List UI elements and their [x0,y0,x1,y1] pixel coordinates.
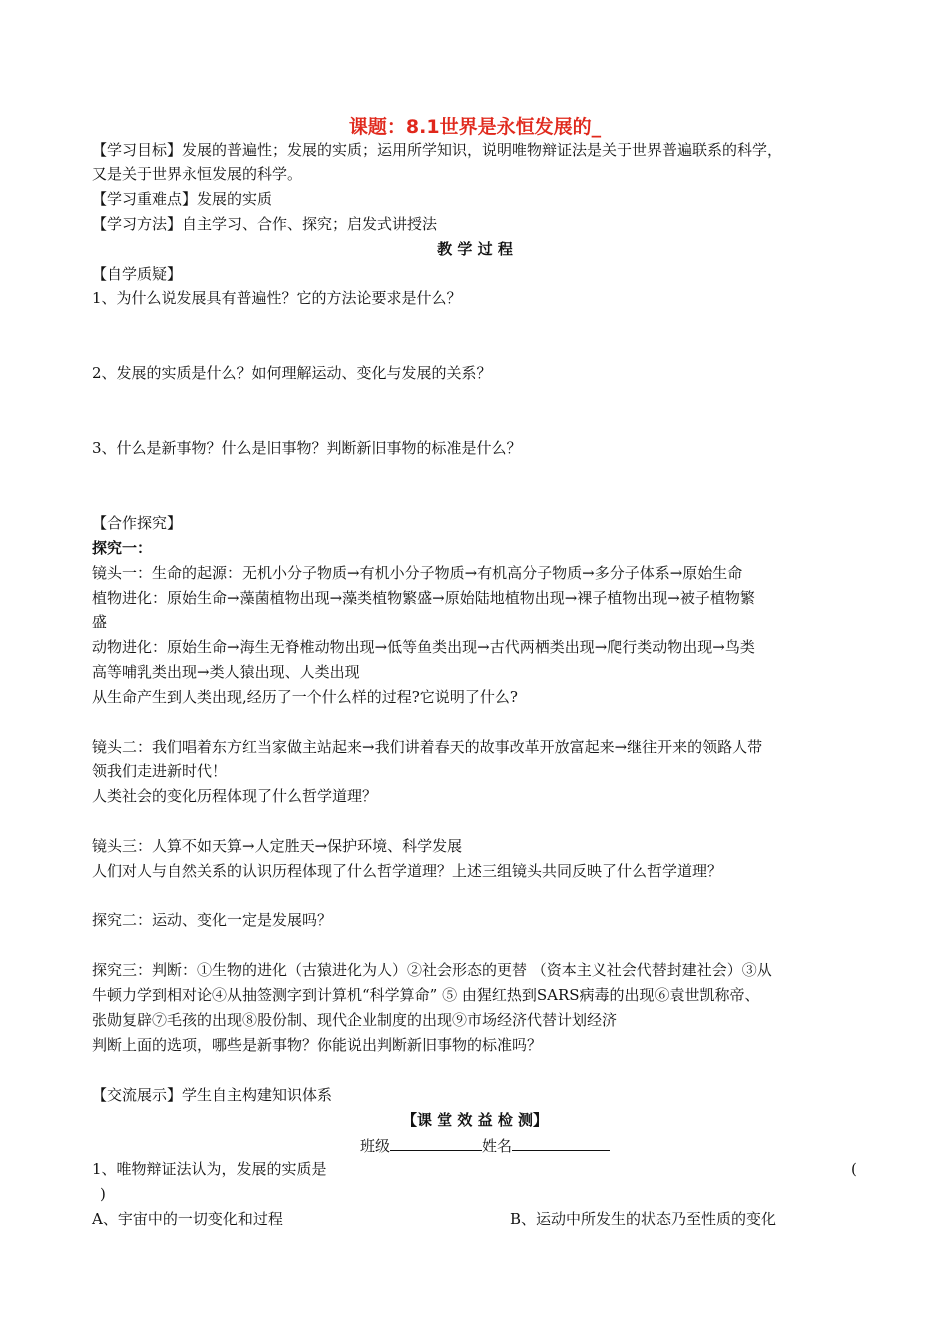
self-study-question-1: 1、为什么说发展具有普遍性？它的方法论要求是什么？ [92,289,462,307]
option-b: B、运动中所发生的状态乃至性质的变化 [510,1210,777,1228]
name-blank[interactable] [512,1134,610,1151]
shot-1-question: 从生命产生到人类出现,经历了一个什么样的过程?它说明了什么? [92,688,518,706]
shot-3-line: 镜头三：人算不如天算→人定胜天→保护环境、科学发展 [92,837,463,855]
shot-2-question: 人类社会的变化历程体现了什么哲学道理？ [92,787,378,805]
class-name-line [360,1134,610,1156]
shot-2-line-1: 镜头二：我们唱着东方红当家做主站起来→我们讲着春天的故事改革开放富起来→继往开来的领路人带 [92,738,763,756]
name-label: 姓名 [482,1137,513,1155]
shot-3-question: 人们对人与自然关系的认识历程体现了什么哲学道理？上述三组镜头共同反映了什么哲学道理？ [92,862,723,880]
class-label: 班级 [360,1137,391,1155]
test-heading: 【课 堂 效 益 检 测】 [401,1111,549,1129]
objectives-line-1: 【学习目标】发展的普遍性；发展的实质；运用所学知识，说明唯物辩证法是关于世界普遍联系的科学， [92,141,783,159]
explore-3-question: 判断上面的选项，哪些是新事物？你能说出判断新旧事物的标准吗？ [92,1036,543,1054]
shot-2-line-2: 领我们走进新时代！ [92,762,228,780]
plant-evolution-line-2: 盛 [92,613,108,631]
cooperation-heading: 【合作探究】 [92,514,183,532]
animal-evolution-line-1: 动物进化：原始生命→海生无脊椎动物出现→低等鱼类出现→古代两栖类出现→爬行类动物出现→鸟类 [92,638,755,656]
explore-3-line-3: 张勋复辟⑦毛孩的出现⑧股份制、现代企业制度的出现⑨市场经济代替计划经济 [92,1011,618,1029]
explore-3-line-2: 牛顿力学到相对论④从抽签测字到计算机“科学算命” ⑤ 由猩红热到SARS病毒的出现⑥袁世凯称帝、 [92,986,760,1004]
page-title: 课题：8.1世界是永恒发展的_ [348,116,602,138]
animal-evolution-line-2: 高等哺乳类出现→类人猿出现、人类出现 [92,663,360,681]
answer-paren-close: ) [100,1185,106,1203]
option-a: A、宇宙中的一切变化和过程 [92,1210,283,1228]
explore-3-line-1: 探究三：判断：①生物的进化（古猿进化为人）②社会形态的更替 （资本主义社会代替封建社会）③从 [92,961,772,979]
plant-evolution-line-1: 植物进化：原始生命→藻菌植物出现→藻类植物繁盛→原始陆地植物出现→裸子植物出现→被子植物繁 [92,589,755,607]
methods: 【学习方法】自主学习、合作、探究；启发式讲授法 [92,215,438,233]
self-study-heading: 【自学质疑】 [92,265,183,283]
self-study-question-2: 2、发展的实质是什么？如何理解运动、变化与发展的关系？ [92,364,492,382]
test-question-1: 1、唯物辩证法认为，发展的实质是 [92,1160,327,1178]
answer-paren-open: ( [851,1160,857,1178]
shot-1-line: 镜头一：生命的起源：无机小分子物质→有机小分子物质→有机高分子物质→多分子体系→原始生命 [92,564,743,582]
process-heading: 教 学 过 程 [437,240,513,258]
class-blank[interactable] [390,1134,482,1151]
exchange-section: 【交流展示】学生自主构建知识体系 [92,1086,333,1104]
objectives-line-2: 又是关于世界永恒发展的科学。 [92,165,303,183]
key-points: 【学习重难点】发展的实质 [92,190,273,208]
self-study-question-3: 3、什么是新事物？什么是旧事物？判断新旧事物的标准是什么？ [92,439,522,457]
explore-2: 探究二：运动、变化一定是发展吗？ [92,911,333,929]
explore-1-label: 探究一： [92,539,153,557]
